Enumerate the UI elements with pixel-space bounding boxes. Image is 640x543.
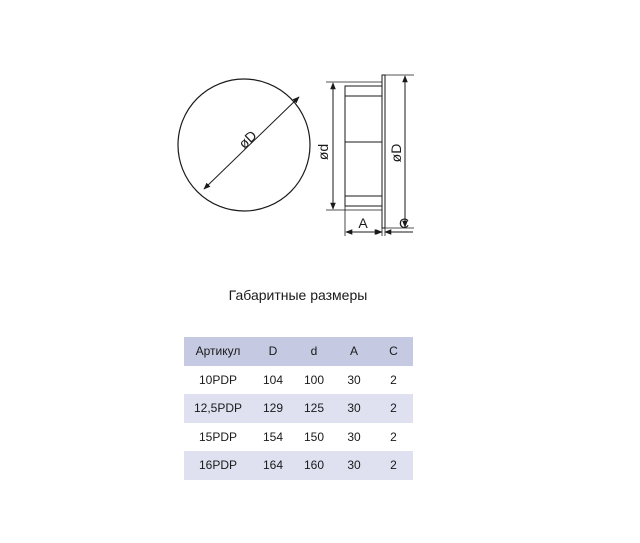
column-header-c: C — [389, 344, 398, 359]
cell-c: 2 — [390, 429, 397, 444]
column-header-article: Артикул — [195, 344, 241, 359]
cell-article: 15PDP — [198, 429, 238, 444]
table-row — [184, 366, 413, 395]
front-view — [178, 79, 310, 211]
cell-c: 2 — [390, 401, 397, 416]
front-view-diameter-label: øD — [235, 127, 260, 152]
cell-d-outer: 129 — [262, 401, 284, 416]
dimensions-table — [184, 337, 413, 480]
technical-drawing — [0, 0, 640, 260]
cell-d-outer: 104 — [262, 372, 284, 387]
cell-a: 30 — [347, 372, 361, 387]
width-c-label: C — [398, 215, 410, 231]
cell-d-inner: 100 — [303, 372, 325, 387]
cell-a: 30 — [347, 401, 361, 416]
cell-d-inner: 150 — [303, 429, 325, 444]
column-header-d-outer: D — [268, 344, 278, 359]
section-title: Габаритные размеры — [228, 287, 368, 303]
outer-diameter-label: øD — [388, 143, 404, 163]
width-a-label: A — [358, 215, 368, 231]
side-view-body — [345, 86, 382, 206]
table-row — [184, 451, 413, 480]
cell-article: 10PDP — [198, 372, 238, 387]
cell-a: 30 — [347, 458, 361, 473]
cell-article: 16PDP — [198, 458, 238, 473]
cell-d-outer: 164 — [262, 458, 284, 473]
table-row — [184, 423, 413, 452]
cell-c: 2 — [390, 458, 397, 473]
cell-c: 2 — [390, 372, 397, 387]
inner-diameter-label: ød — [315, 143, 331, 161]
cell-a: 30 — [347, 429, 361, 444]
table-header-row — [184, 337, 413, 366]
cell-d-outer: 154 — [262, 429, 284, 444]
cell-article: 12,5PDP — [193, 401, 243, 416]
column-header-a: A — [349, 344, 358, 359]
cell-d-inner: 125 — [303, 401, 325, 416]
cell-d-inner: 160 — [303, 458, 325, 473]
column-header-d-inner: d — [310, 344, 318, 359]
side-view — [315, 75, 414, 236]
table-row — [184, 394, 413, 423]
